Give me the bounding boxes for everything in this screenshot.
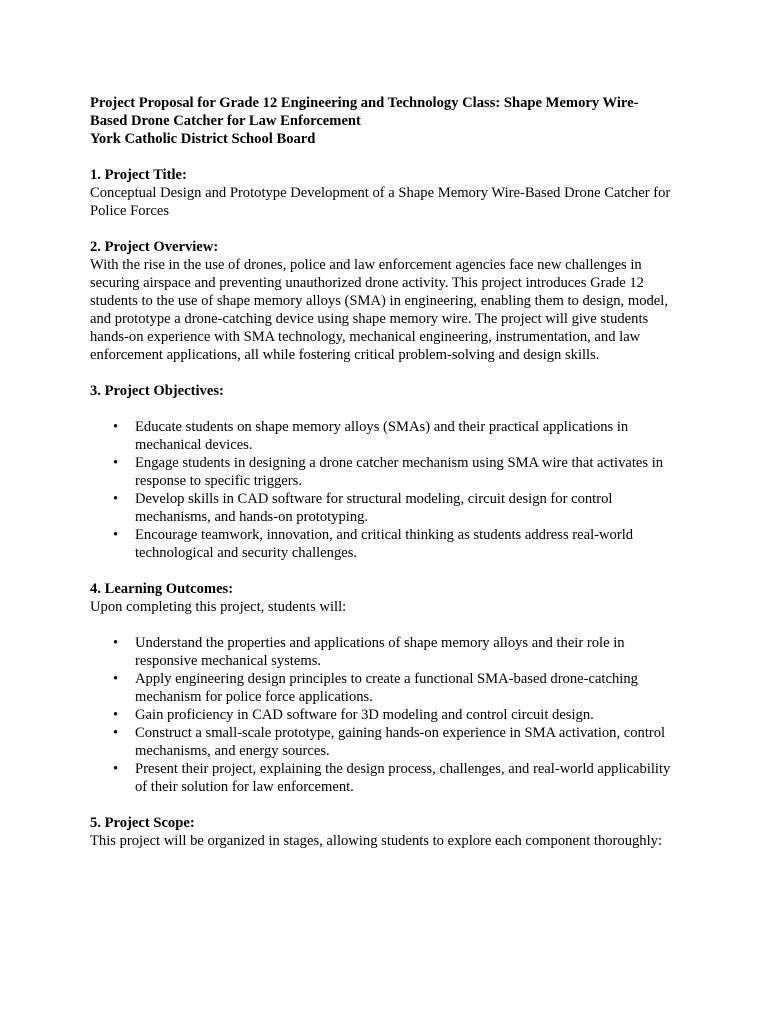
section-project-objectives xyxy=(90,382,680,562)
list-item-text: Understand the properties and applications of shape memory alloys and their role in responsive mechanical systems. xyxy=(135,635,625,669)
section-heading: 5. Project Scope: xyxy=(90,815,195,831)
list-item xyxy=(113,490,680,526)
bullet-icon: • xyxy=(113,707,119,723)
section-paragraph: Conceptual Design and Prototype Development of a Shape Memory Wire-Based Drone Catcher for Police Forces xyxy=(90,185,671,219)
bullet-list xyxy=(90,634,680,796)
section-project-scope xyxy=(90,814,680,850)
section-heading: 1. Project Title: xyxy=(90,167,187,183)
bullet-icon: • xyxy=(113,491,119,507)
bullet-icon: • xyxy=(113,761,119,777)
list-item xyxy=(113,670,680,706)
section-project-overview xyxy=(90,238,680,364)
section-intro: Upon completing this project, students will: xyxy=(90,599,347,615)
section-heading: 2. Project Overview: xyxy=(90,239,219,255)
title-line-1: Project Proposal for Grade 12 Engineering and Technology Class: Shape Memory Wire- xyxy=(90,95,639,111)
document-page xyxy=(90,94,680,868)
title-line-2: Based Drone Catcher for Law Enforcement xyxy=(90,113,361,129)
list-item xyxy=(113,724,680,760)
list-item-text: Gain proficiency in CAD software for 3D modeling and control circuit design. xyxy=(135,707,594,723)
section-project-title xyxy=(90,166,680,220)
bullet-icon: • xyxy=(113,635,119,651)
section-heading: 3. Project Objectives: xyxy=(90,383,224,399)
list-item xyxy=(113,760,680,796)
bullet-icon: • xyxy=(113,527,119,543)
list-item-text: Educate students on shape memory alloys (SMAs) and their practical applications in mechanical devices. xyxy=(135,419,629,453)
list-item xyxy=(113,634,680,670)
bullet-list xyxy=(90,418,680,562)
list-item-text: Construct a small-scale prototype, gaining hands-on experience in SMA activation, control mechanisms, and energy sources. xyxy=(135,725,666,759)
section-heading: 4. Learning Outcomes: xyxy=(90,581,234,597)
list-item-text: Encourage teamwork, innovation, and critical thinking as students address real-world technological and security challenges. xyxy=(135,527,634,561)
list-item xyxy=(113,706,680,724)
bullet-icon: • xyxy=(113,419,119,435)
document-title xyxy=(90,94,680,148)
section-paragraph: This project will be organized in stages, allowing students to explore each component thoroughly: xyxy=(90,833,662,849)
list-item-text: Present their project, explaining the design process, challenges, and real-world applicability of their solution for law enforcement. xyxy=(135,761,671,795)
bullet-icon: • xyxy=(113,725,119,741)
bullet-icon: • xyxy=(113,671,119,687)
bullet-icon: • xyxy=(113,455,119,471)
list-item-text: Engage students in designing a drone catcher mechanism using SMA wire that activates in response to specific triggers. xyxy=(135,455,664,489)
list-item xyxy=(113,418,680,454)
list-item-text: Develop skills in CAD software for structural modeling, circuit design for control mechanisms, and hands-on prototyping. xyxy=(135,491,613,525)
list-item xyxy=(113,526,680,562)
section-paragraph: With the rise in the use of drones, police and law enforcement agencies face new challenges in securing airspace and preventing unauthorized drone activity. This project introduces Grade 12 students to the use of shape memory alloys (SMA) in engineering, enabling them to design, model, and prototype a drone-catching device using shape memory wire. The project will give students hands-on experience with SMA technology, mechanical engineering, instrumentation, and law enforcement applications, all while fostering critical problem-solving and design skills. xyxy=(90,257,668,363)
title-line-3: York Catholic District School Board xyxy=(90,131,316,147)
list-item-text: Apply engineering design principles to create a functional SMA-based drone-catching mechanism for police force applications. xyxy=(135,671,638,705)
list-item xyxy=(113,454,680,490)
section-learning-outcomes xyxy=(90,580,680,796)
